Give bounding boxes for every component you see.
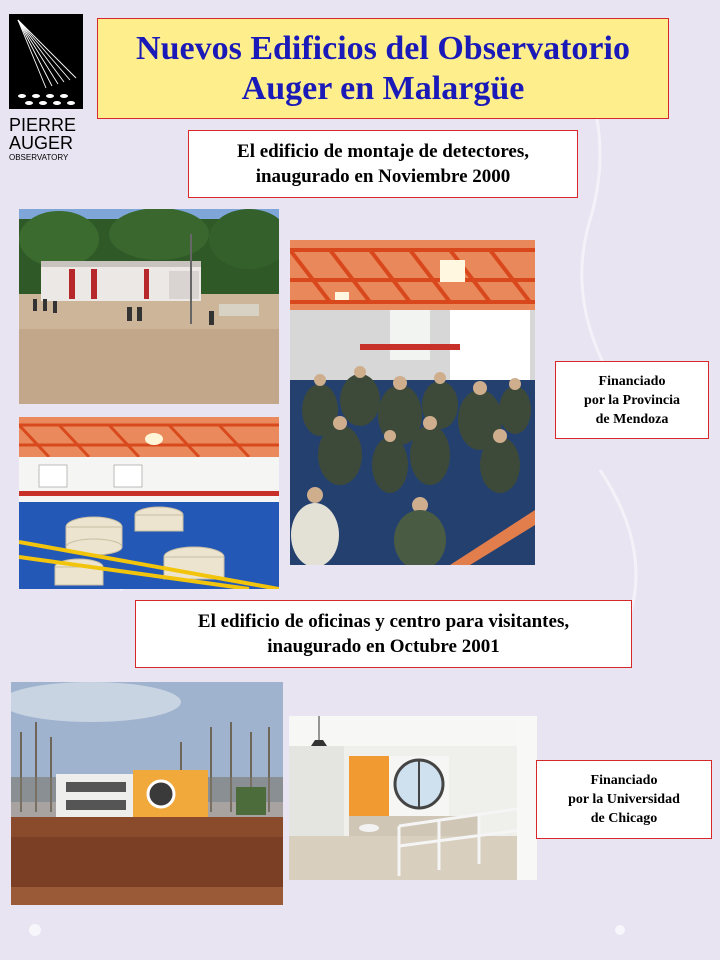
logo-text-auger: AUGER — [9, 133, 74, 153]
logo-text-pierre: PIERRE — [9, 115, 77, 135]
inauguration-crowd-photo — [290, 240, 535, 565]
funding-chicago-line-3: de Chicago — [590, 811, 658, 826]
section2-caption — [135, 600, 632, 668]
funding-box-chicago — [536, 760, 712, 839]
assembly-building-exterior-photo — [19, 209, 279, 404]
funding-mendoza-line-3: de Mendoza — [595, 411, 669, 427]
funding-box-mendoza — [555, 361, 709, 439]
page-title — [97, 18, 669, 119]
assembly-hall-interior-photo — [19, 417, 279, 589]
funding-mendoza-line-1: Financiado — [598, 373, 666, 389]
section1-caption — [188, 130, 578, 198]
section2-caption-line-2: inaugurado en Octubre 2001 — [267, 636, 500, 657]
funding-chicago-line-1: Financiado — [590, 773, 658, 788]
section1-caption-line-1: El edificio de montaje de detectores, — [237, 141, 529, 162]
section2-caption-line-1: El edificio de oficinas y centro para visitantes, — [197, 611, 570, 632]
funding-mendoza-line-2: por la Provincia — [584, 392, 680, 408]
pierre-auger-logo — [6, 14, 86, 164]
funding-chicago-line-2: por la Universidad — [568, 792, 680, 807]
logo-text-observatory: OBSERVATORY — [9, 153, 69, 162]
title-line-2: Auger en Malargüe — [241, 69, 525, 107]
title-line-1: Nuevos Edificios del Observatorio — [136, 29, 630, 67]
office-interior-photo — [289, 716, 537, 880]
office-building-exterior-photo — [11, 682, 283, 905]
section1-caption-line-2: inaugurado en Noviembre 2000 — [255, 166, 511, 187]
